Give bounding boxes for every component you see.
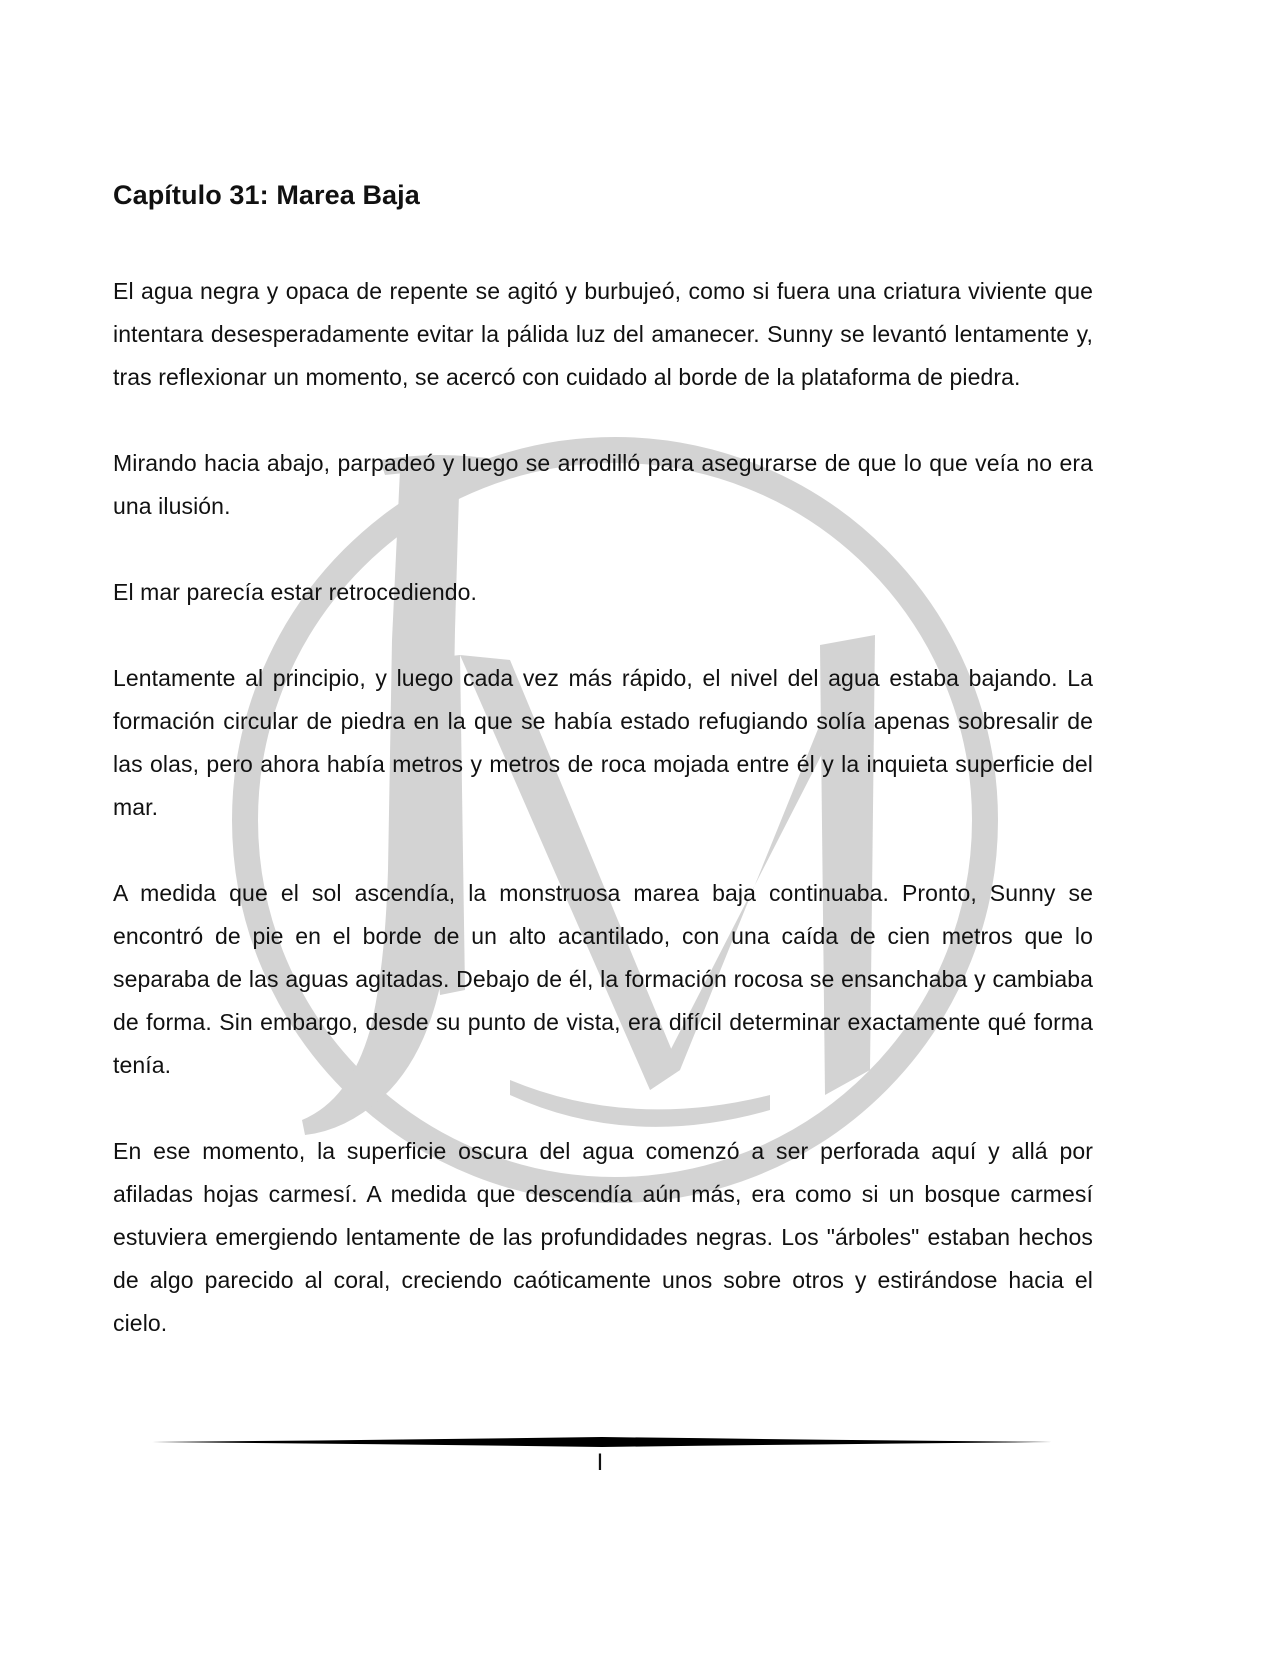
paragraph: El mar parecía estar retrocediendo. xyxy=(113,579,478,605)
page-number: I xyxy=(596,1449,604,1476)
paragraph: Mirando hacia abajo, parpadeó y luego se arrodilló para asegurarse de que lo que veía no era una ilusión. xyxy=(113,450,1093,519)
paragraph: Lentamente al principio, y luego cada vez más rápido, el nivel del agua estaba bajando. La formación circular de piedra en la que se había estado refugiando solía apenas sobresalir de las olas, pero ahora había metros y metros de roca mojada entre él y la inquieta superficie del mar. xyxy=(113,665,1093,820)
footer-divider xyxy=(152,1437,1052,1447)
body-text xyxy=(113,270,1093,1345)
paragraph: El agua negra y opaca de repente se agitó y burbujeó, como si fuera una criatura viviente que intentara desesperadamente evitar la pálida luz del amanecer. Sunny se levantó lentamente y, tras reflexionar un momento, se acercó con cuidado al borde de la plataforma de piedra. xyxy=(113,278,1093,390)
paragraph: En ese momento, la superficie oscura del agua comenzó a ser perforada aquí y allá por afiladas hojas carmesí. A medida que descendía aún más, era como si un bosque carmesí estuviera emergiendo lentamente de las profundidades negras. Los "árboles" estaban hechos de algo parecido al coral, creciendo caóticamente unos sobre otros y estirándose hacia el cielo. xyxy=(113,1138,1093,1336)
page-content xyxy=(113,170,1093,1345)
chapter-title: Capítulo 31: Marea Baja xyxy=(113,180,420,210)
paragraph: A medida que el sol ascendía, la monstruosa marea baja continuaba. Pronto, Sunny se encontró de pie en el borde de un alto acantilado, con una caída de cien metros que lo separaba de las aguas agitadas. Debajo de él, la formación rocosa se ensanchaba y cambiaba de forma. Sin embargo, desde su punto de vista, era difícil determinar exactamente qué forma tenía. xyxy=(113,880,1093,1078)
